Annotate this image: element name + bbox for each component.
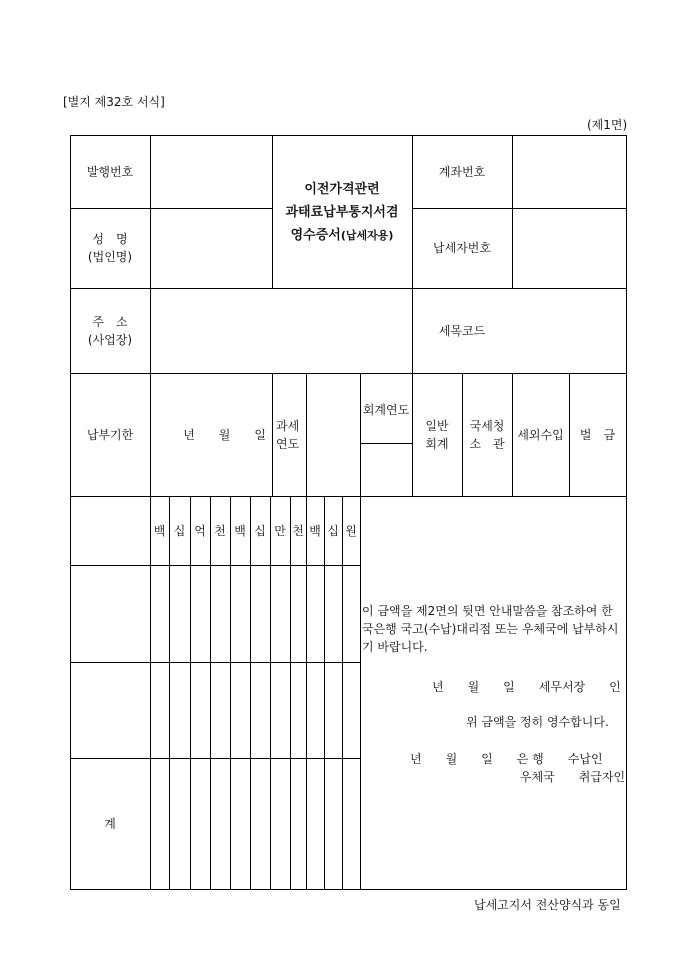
- form-title: [272, 178, 412, 247]
- digit-header: 백: [234, 523, 246, 538]
- digit-header: 천: [214, 523, 226, 538]
- digit-header: 원: [345, 523, 357, 538]
- tax-year-label: [272, 373, 306, 496]
- taxpayer-number-label: 납세자번호: [433, 241, 491, 255]
- post-office-signature: 우체국 취급자인: [520, 770, 626, 784]
- digit-header: 만: [274, 523, 286, 538]
- tax-code-label: 세목코드: [438, 323, 486, 338]
- digit-header: 백: [309, 523, 321, 538]
- title-line-1: 이전가격관련: [304, 182, 380, 197]
- account-number-label: 계좌번호: [438, 164, 486, 179]
- bank-signature: 년 월 일 은 행 수납인: [410, 752, 603, 766]
- digit-header: 백: [153, 523, 166, 538]
- general-account-label-sub: 회계: [425, 436, 449, 451]
- address-label-main: 주 소: [92, 314, 128, 329]
- general-account-label-main: 일반: [425, 418, 449, 433]
- fiscal-year-label: 회계연도: [362, 403, 410, 417]
- general-account-label: [412, 373, 462, 496]
- digit-header: 십: [327, 523, 339, 538]
- footer-note: 납세고지서 전산양식과 동일: [474, 898, 621, 912]
- due-date-fields: 년 월 일: [183, 427, 266, 442]
- digit-header: 억: [194, 523, 206, 538]
- penalty-label: 벌 금: [579, 427, 616, 442]
- digit-header: 천: [292, 523, 304, 538]
- page-number: (제1면): [587, 118, 628, 132]
- nts-label: [462, 373, 512, 496]
- non-tax-revenue-label: 세외수입: [517, 427, 564, 442]
- title-line-3: [272, 224, 412, 247]
- name-label-main: 성 명: [92, 232, 128, 246]
- tax-year-label-sub: 연도: [276, 436, 300, 451]
- address-label-sub: (사업장): [87, 332, 133, 347]
- title-line-3-main: 영수증서: [290, 228, 341, 243]
- nts-label-main: 국세청: [469, 418, 505, 433]
- payment-notice: 이 금액을 제2면의 뒷면 안내말씀을 참조하여 한국은행 국고(수납)대리점 또는 우체국에 납부하시기 바랍니다.: [362, 604, 619, 654]
- title-line-3-suffix: (납세자용): [340, 229, 394, 242]
- receipt-statement: 위 금액을 정히 영수합니다.: [466, 715, 609, 729]
- digit-header: 십: [254, 523, 266, 538]
- due-date-label: 납부기한: [86, 427, 134, 442]
- total-label: 계: [104, 817, 116, 831]
- address-label: [70, 288, 150, 373]
- form-label: [별지 제32호 서식]: [63, 95, 165, 109]
- issue-number-label: 발행번호: [86, 164, 134, 179]
- tax-year-label-main: 과세: [276, 418, 300, 433]
- name-label-sub: (법인명): [87, 250, 133, 264]
- nts-label-sub: 소 관: [469, 436, 505, 451]
- tax-office-signature: 년 월 일 세무서장 인: [432, 680, 621, 694]
- digit-header: 십: [173, 523, 186, 538]
- title-line-2: 과태료납부통지서겸: [285, 205, 399, 220]
- name-label: [70, 208, 150, 288]
